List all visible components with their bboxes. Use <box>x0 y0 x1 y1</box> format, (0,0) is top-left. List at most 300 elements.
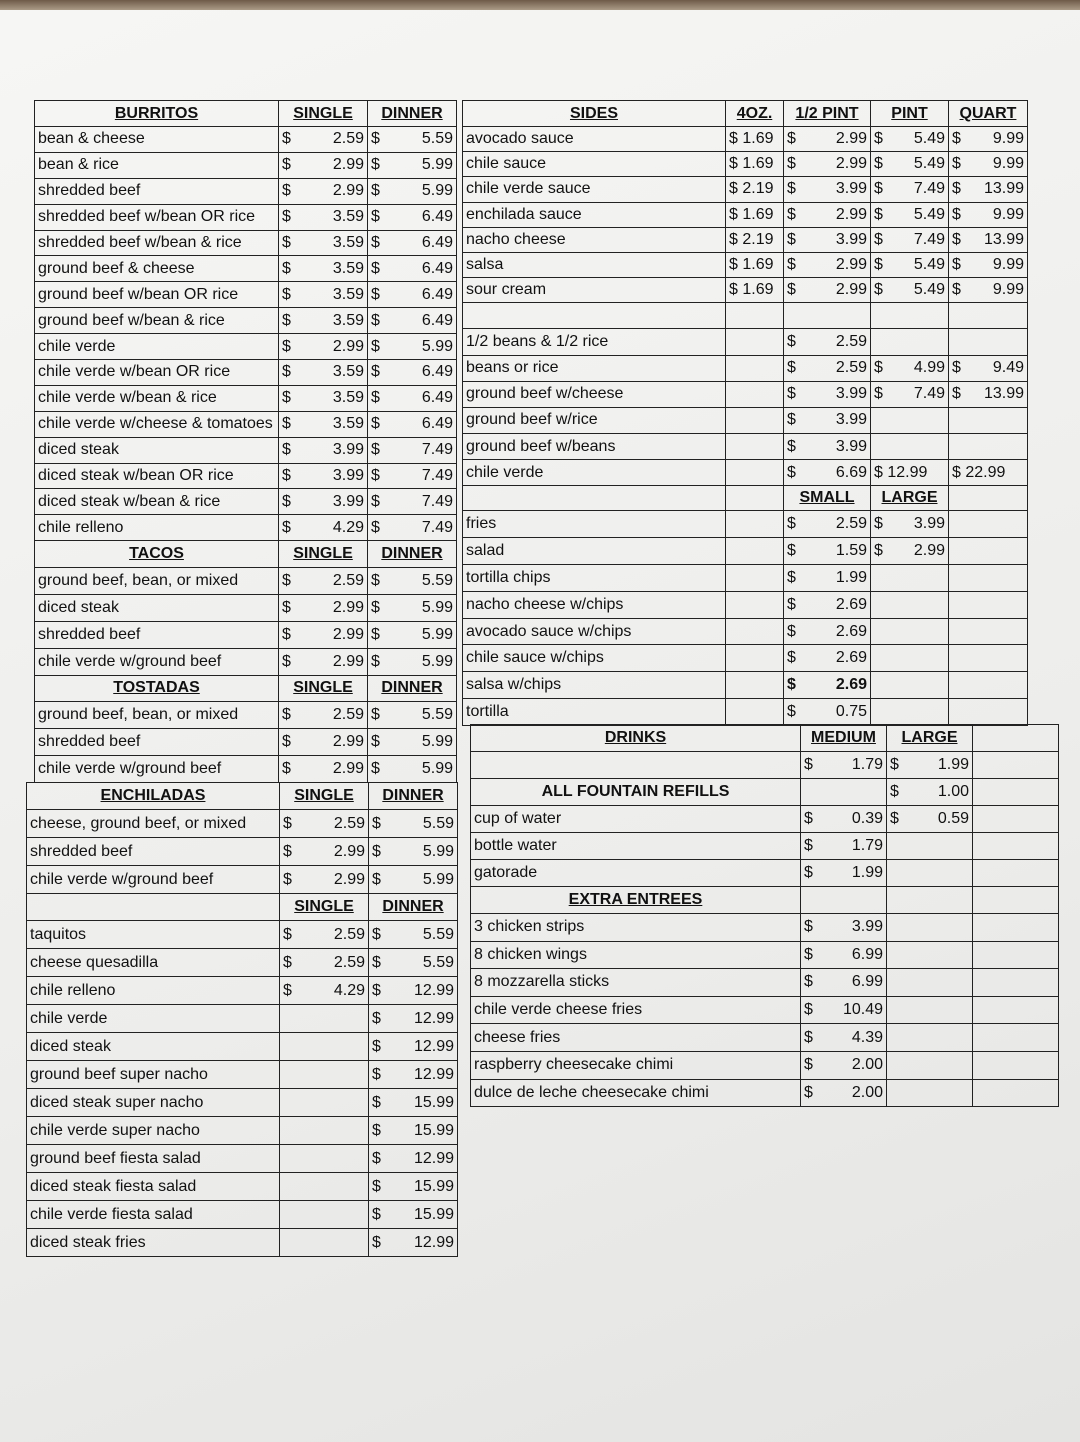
table-row <box>35 178 457 204</box>
dollar-sign: $ <box>804 1001 813 1019</box>
quart-price <box>949 127 1028 152</box>
dollar-sign: $ <box>372 1149 381 1167</box>
sides-header: QUART <box>949 101 1028 127</box>
large-price <box>871 511 949 538</box>
dollar-sign: $ <box>371 705 380 723</box>
table-row <box>27 1033 458 1061</box>
table-row <box>463 511 1028 538</box>
pint-price <box>871 329 949 355</box>
sides-header: SIDES <box>463 101 726 127</box>
pint-price <box>871 460 949 486</box>
dollar-sign: $ <box>371 572 380 590</box>
oz4-price <box>726 252 784 277</box>
price-value: 3.99 <box>835 180 867 198</box>
blank-cell <box>949 565 1028 592</box>
price-value: $ 12.99 <box>874 463 928 481</box>
dollar-sign: $ <box>282 732 291 750</box>
section-header-tostadas: DINNER <box>368 675 457 701</box>
table-row <box>463 618 1028 645</box>
item-name: chile verde super nacho <box>27 1117 280 1145</box>
table-row <box>471 752 1059 779</box>
item-name: ground beef & cheese <box>35 256 279 282</box>
blank-cell <box>463 486 726 511</box>
price-value: 2.99 <box>835 205 867 223</box>
dollar-sign: $ <box>282 363 291 381</box>
table-row <box>35 515 457 541</box>
dinner-price <box>369 949 458 977</box>
entree-price <box>801 1024 887 1052</box>
oz4-price <box>726 127 784 152</box>
section-header-other: DINNER <box>369 894 458 921</box>
blank-cell <box>949 645 1028 672</box>
price-value: 9.99 <box>992 155 1024 173</box>
dollar-sign: $ <box>787 595 796 613</box>
quart-price <box>949 434 1028 460</box>
dollar-sign: $ <box>787 256 796 274</box>
dollar-sign: $ <box>283 953 292 971</box>
table-row <box>35 256 457 282</box>
dollar-sign: $ <box>804 864 813 881</box>
table-row <box>35 101 457 127</box>
blank-cell <box>973 860 1059 887</box>
item-name: chile verde w/bean & rice <box>35 385 279 411</box>
blank-cell <box>949 511 1028 538</box>
dollar-sign: $ <box>371 208 380 226</box>
price-value: 3.99 <box>835 230 867 248</box>
section-header-other: SINGLE <box>280 894 369 921</box>
item-name: shredded beef <box>35 178 279 204</box>
item-name: diced steak fiesta salad <box>27 1173 280 1201</box>
large-header: LARGE <box>887 725 973 752</box>
price-value: 5.99 <box>421 625 453 643</box>
small-price <box>784 618 871 645</box>
dollar-sign: $ <box>952 180 961 198</box>
dinner-price <box>368 595 457 622</box>
single-price <box>280 1229 369 1257</box>
price-value: 6.49 <box>421 389 453 407</box>
single-price <box>279 595 368 622</box>
table-row <box>463 565 1028 592</box>
table-row <box>35 489 457 515</box>
price-value: 5.59 <box>421 130 453 148</box>
price-value: 6.69 <box>835 463 867 481</box>
dollar-sign: $ <box>282 625 291 643</box>
large-price <box>887 860 973 887</box>
price-value: 1.99 <box>937 756 969 773</box>
blank-cell <box>726 355 784 381</box>
small-price <box>784 672 871 699</box>
dollar-sign: $ <box>787 568 796 586</box>
table-row <box>27 1229 458 1257</box>
section-header-tostadas: SINGLE <box>279 675 368 701</box>
price-value: 5.59 <box>422 925 454 943</box>
large-price <box>871 645 949 672</box>
dollar-sign: $ <box>282 441 291 459</box>
table-row <box>463 460 1028 486</box>
dinner-price <box>368 204 457 230</box>
price-value: 3.59 <box>332 311 364 329</box>
price-value: 4.29 <box>332 518 364 536</box>
dinner-price <box>368 622 457 649</box>
table-row <box>27 1061 458 1089</box>
dollar-sign: $ <box>283 981 292 999</box>
dollar-sign: $ <box>282 467 291 485</box>
pint-price <box>871 381 949 407</box>
single-price <box>279 489 368 515</box>
price-value: 3.59 <box>332 285 364 303</box>
price-value: 15.99 <box>413 1205 454 1223</box>
item-name: shredded beef w/bean & rice <box>35 230 279 256</box>
item-name: shredded beef <box>35 728 279 755</box>
dollar-sign: $ <box>804 973 813 991</box>
single-price <box>279 728 368 755</box>
dollar-sign: $ <box>372 1065 381 1083</box>
price-value: 5.49 <box>913 256 945 274</box>
price-value: 2.59 <box>835 332 867 350</box>
price-value: 6.99 <box>851 973 883 991</box>
blank-cell <box>871 303 949 329</box>
large-price <box>887 752 973 779</box>
half-pint-price <box>784 227 871 252</box>
blank-cell <box>949 303 1028 329</box>
dollar-sign: $ <box>952 359 961 377</box>
price-value: $ 1.69 <box>729 256 774 274</box>
table-row <box>35 282 457 308</box>
dollar-sign: $ <box>787 649 796 667</box>
oz4-price <box>726 227 784 252</box>
dollar-sign: $ <box>372 1009 381 1027</box>
large-price <box>871 699 949 726</box>
dollar-sign: $ <box>282 208 291 226</box>
dollar-sign: $ <box>371 130 380 148</box>
table-row <box>35 334 457 360</box>
price-value: 2.59 <box>333 953 365 971</box>
item-name: tortilla <box>463 699 726 726</box>
price-value: 3.99 <box>913 515 945 533</box>
item-name: dulce de leche cheesecake chimi <box>471 1079 801 1107</box>
single-price <box>279 204 368 230</box>
dinner-price <box>368 437 457 463</box>
dollar-sign: $ <box>890 783 899 800</box>
single-price <box>279 127 368 153</box>
price-value: 2.59 <box>333 814 365 832</box>
quart-price <box>949 202 1028 227</box>
price-value: 2.59 <box>332 705 364 723</box>
price-value: 0.59 <box>937 810 969 827</box>
single-price <box>280 1061 369 1089</box>
single-price <box>279 308 368 334</box>
blank-cell <box>726 381 784 407</box>
quart-price <box>949 227 1028 252</box>
oz4-price <box>726 152 784 177</box>
price-value: 4.29 <box>333 981 365 999</box>
medium-header: MEDIUM <box>801 725 887 752</box>
price-value: 3.59 <box>332 234 364 251</box>
price-value: 2.69 <box>835 622 867 640</box>
price-value: 7.49 <box>421 492 453 510</box>
dollar-sign: $ <box>283 814 292 832</box>
large-price <box>871 538 949 565</box>
item-name: bean & rice <box>35 152 279 178</box>
medium-price <box>801 779 887 806</box>
dollar-sign: $ <box>952 385 961 403</box>
price-value: 3.99 <box>835 437 867 455</box>
price-value: 5.99 <box>421 599 453 617</box>
price-value: 2.99 <box>332 759 364 777</box>
half-pint-price <box>784 355 871 381</box>
price-value: 5.49 <box>913 130 945 148</box>
dollar-sign: $ <box>283 842 292 860</box>
item-name: chile verde w/cheese & tomatoes <box>35 411 279 437</box>
blank-cell <box>973 1024 1059 1052</box>
price-value: 5.59 <box>422 814 454 832</box>
price-value: 5.99 <box>422 842 454 860</box>
table-row <box>35 648 457 675</box>
price-value: 3.59 <box>332 208 364 226</box>
blank-cell <box>973 1079 1059 1107</box>
blank-cell <box>949 538 1028 565</box>
table-row <box>35 152 457 178</box>
dollar-sign: $ <box>787 332 796 350</box>
quart-price <box>949 460 1028 486</box>
dollar-sign: $ <box>890 756 899 773</box>
dollar-sign: $ <box>952 130 961 148</box>
item-name: avocado sauce <box>463 127 726 152</box>
dollar-sign: $ <box>787 463 796 481</box>
blank-cell <box>887 1024 973 1052</box>
item-name: chile verde <box>27 1005 280 1033</box>
item-name: ground beef super nacho <box>27 1061 280 1089</box>
section-header-tacos: DINNER <box>368 541 457 568</box>
extra-entrees-header: EXTRA ENTREES <box>471 887 801 914</box>
table-row <box>463 434 1028 460</box>
dollar-sign: $ <box>282 182 291 200</box>
item-name: shredded beef <box>27 838 280 866</box>
half-pint-price <box>784 460 871 486</box>
pint-price <box>871 177 949 202</box>
price-value: 2.69 <box>835 676 867 694</box>
blank-cell <box>726 329 784 355</box>
blank-cell <box>973 833 1059 860</box>
dollar-sign: $ <box>371 759 380 777</box>
dollar-sign: $ <box>282 337 291 355</box>
dollar-sign: $ <box>372 1177 381 1195</box>
price-value: 5.99 <box>421 337 453 355</box>
table-row <box>35 230 457 256</box>
table-row <box>463 278 1028 303</box>
item-name: ground beef w/beans <box>463 434 726 460</box>
half-pint-price <box>784 407 871 433</box>
price-value: 4.39 <box>851 1028 883 1046</box>
table-row <box>27 866 458 894</box>
table-row <box>35 568 457 595</box>
single-price <box>280 1201 369 1229</box>
item-name: chile verde w/bean OR rice <box>35 360 279 386</box>
price-value: 3.59 <box>332 389 364 407</box>
single-price <box>279 230 368 256</box>
price-value: 7.49 <box>913 230 945 248</box>
dollar-sign: $ <box>282 285 291 303</box>
price-value: $ 2.19 <box>729 180 774 198</box>
dinner-price <box>368 230 457 256</box>
single-price <box>280 838 369 866</box>
price-value: $ 1.69 <box>729 130 774 148</box>
price-value: 5.99 <box>421 759 453 777</box>
dollar-sign: $ <box>371 518 380 536</box>
quart-price <box>949 329 1028 355</box>
single-price <box>279 360 368 386</box>
price-value: 2.99 <box>332 156 364 174</box>
half-pint-price <box>784 252 871 277</box>
price-value: 1.99 <box>835 568 867 586</box>
dollar-sign: $ <box>804 837 813 854</box>
price-value: 2.59 <box>332 130 364 148</box>
dinner-price <box>368 411 457 437</box>
price-value: 3.99 <box>835 411 867 429</box>
half-pint-price <box>784 177 871 202</box>
table-row <box>35 127 457 153</box>
price-value: 2.59 <box>835 359 867 377</box>
medium-price <box>801 752 887 779</box>
table-row <box>471 996 1059 1024</box>
single-price <box>280 1117 369 1145</box>
table-row <box>35 675 457 701</box>
dinner-price <box>368 728 457 755</box>
table-row <box>35 360 457 386</box>
section-header-burritos: SINGLE <box>279 101 368 127</box>
small-price <box>784 645 871 672</box>
pint-price <box>871 434 949 460</box>
price-value: $ 2.19 <box>729 230 774 248</box>
dollar-sign: $ <box>282 599 291 617</box>
table-row <box>463 381 1028 407</box>
large-price <box>887 806 973 833</box>
blank-cell <box>887 941 973 969</box>
blank-cell <box>887 887 973 914</box>
dollar-sign: $ <box>787 385 796 403</box>
entree-price <box>801 1079 887 1107</box>
price-value: 3.99 <box>332 441 364 459</box>
sides-table <box>462 100 1028 726</box>
item-name: chile verde <box>463 460 726 486</box>
large-price <box>887 833 973 860</box>
pint-price <box>871 252 949 277</box>
item-name: chile verde <box>35 334 279 360</box>
sides-header: 1/2 PINT <box>784 101 871 127</box>
table-row <box>463 407 1028 433</box>
blank-cell <box>726 645 784 672</box>
blank-cell <box>726 407 784 433</box>
dinner-price <box>369 1201 458 1229</box>
price-value: 3.99 <box>332 492 364 510</box>
dollar-sign: $ <box>282 705 291 723</box>
price-value: 9.99 <box>992 256 1024 274</box>
section-header-other <box>27 894 280 921</box>
blank-cell <box>973 806 1059 833</box>
dollar-sign: $ <box>372 925 381 943</box>
dollar-sign: $ <box>952 256 961 274</box>
table-row <box>463 699 1028 726</box>
item-name: taquitos <box>27 921 280 949</box>
table-row <box>35 622 457 649</box>
item-name: 1/2 beans & 1/2 rice <box>463 329 726 355</box>
dinner-price <box>368 256 457 282</box>
table-row <box>35 755 457 782</box>
small-price <box>784 699 871 726</box>
dinner-price <box>368 568 457 595</box>
dollar-sign: $ <box>787 230 796 248</box>
section-header-enchiladas: SINGLE <box>280 783 369 810</box>
table-row <box>463 127 1028 152</box>
single-price <box>279 334 368 360</box>
dollar-sign: $ <box>372 814 381 832</box>
single-price <box>280 949 369 977</box>
item-name: shredded beef w/bean OR rice <box>35 204 279 230</box>
table-row <box>27 894 458 921</box>
table-row <box>35 463 457 489</box>
drinks-extra-table <box>470 724 1059 1107</box>
table-row <box>27 783 458 810</box>
price-value: $ 1.69 <box>729 155 774 173</box>
price-value: 1.59 <box>835 542 867 560</box>
table-row <box>35 411 457 437</box>
price-value: 7.49 <box>913 180 945 198</box>
item-name: chile verde cheese fries <box>471 996 801 1024</box>
dollar-sign: $ <box>787 515 796 533</box>
dollar-sign: $ <box>804 1056 813 1074</box>
half-pint-price <box>784 152 871 177</box>
pint-price <box>871 227 949 252</box>
single-price <box>280 1089 369 1117</box>
price-value: 3.59 <box>332 415 364 433</box>
item-name: fries <box>463 511 726 538</box>
small-price <box>784 511 871 538</box>
price-value: 6.49 <box>421 285 453 303</box>
pint-price <box>871 278 949 303</box>
medium-price <box>801 860 887 887</box>
price-value: 3.99 <box>851 918 883 936</box>
blank-cell <box>887 914 973 942</box>
price-value: 7.49 <box>421 467 453 485</box>
item-name: chile sauce <box>463 152 726 177</box>
price-value: 2.00 <box>851 1056 883 1074</box>
table-row <box>463 152 1028 177</box>
table-row <box>27 1173 458 1201</box>
dollar-sign: $ <box>874 385 883 403</box>
dollar-sign: $ <box>371 415 380 433</box>
dinner-price <box>369 977 458 1005</box>
table-row <box>27 1089 458 1117</box>
price-value: 12.99 <box>413 981 454 999</box>
table-row <box>463 355 1028 381</box>
table-row <box>35 728 457 755</box>
price-value: 2.99 <box>333 870 365 888</box>
table-row <box>463 101 1028 127</box>
table-row <box>463 486 1028 511</box>
dinner-price <box>368 127 457 153</box>
price-value: 12.99 <box>413 1065 454 1083</box>
price-value: 6.49 <box>421 311 453 329</box>
single-price <box>280 921 369 949</box>
item-name: shredded beef <box>35 622 279 649</box>
pint-price <box>871 202 949 227</box>
dollar-sign: $ <box>371 182 380 200</box>
item-name: chile relleno <box>27 977 280 1005</box>
quart-price <box>949 177 1028 202</box>
blank-cell <box>973 779 1059 806</box>
price-value: 0.39 <box>851 810 883 827</box>
entree-price <box>801 969 887 997</box>
